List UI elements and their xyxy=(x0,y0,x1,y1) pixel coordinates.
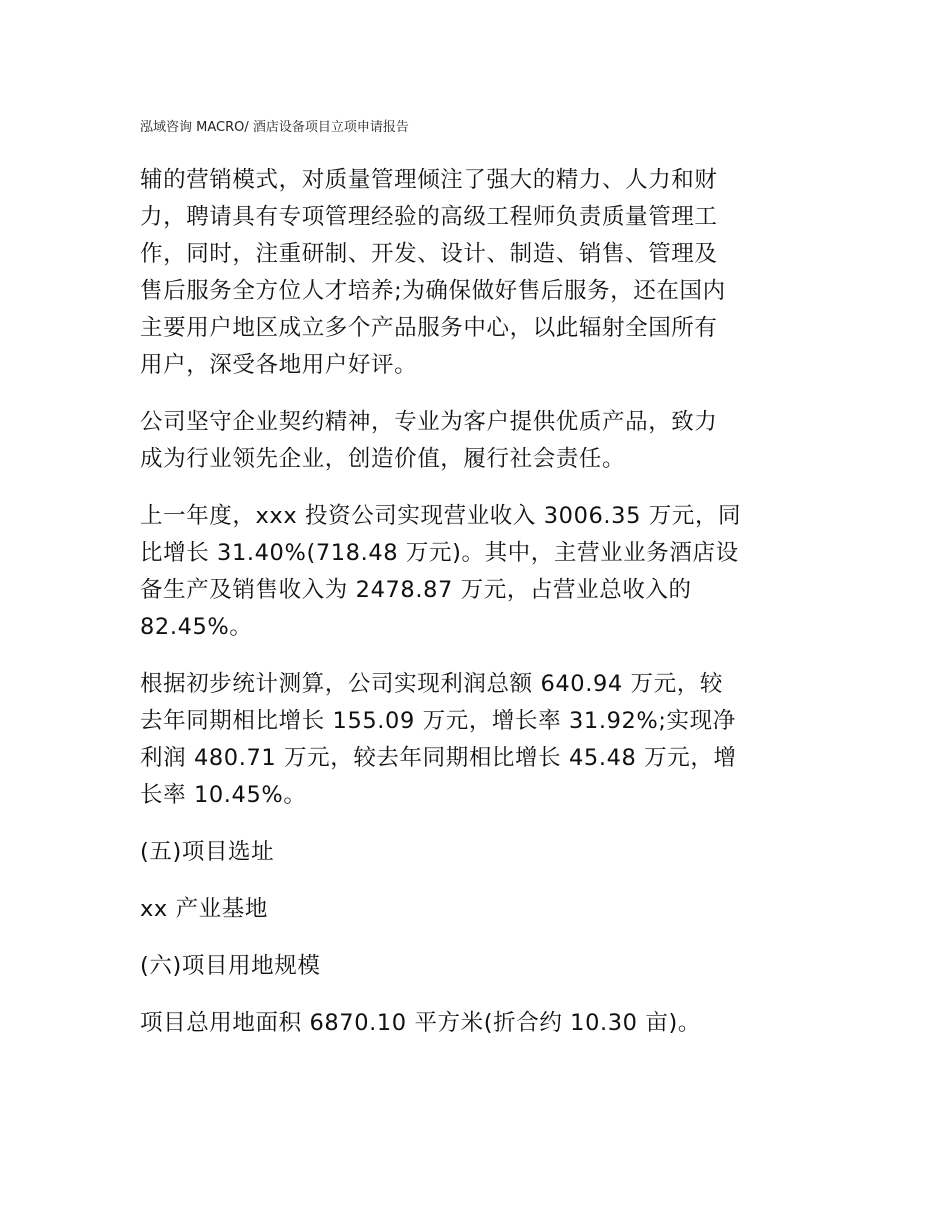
text-line: 辅的营销模式，对质量管理倾注了强大的精力、人力和财 xyxy=(140,167,718,193)
text-line: (五)项目选址 xyxy=(140,839,275,865)
text-line: 比增长 31.40%(718.48 万元)。其中，主营业业务酒店设 xyxy=(140,540,739,566)
paragraph-service-model xyxy=(140,162,808,384)
paragraph-land-area xyxy=(140,1005,808,1042)
document-body xyxy=(140,162,808,1062)
page-header: 泓域咨询 MACRO/ 酒店设备项目立项申请报告 xyxy=(140,120,409,135)
text-line: 公司坚守企业契约精神，专业为客户提供优质产品，致力 xyxy=(140,409,718,435)
text-line: 长率 10.45%。 xyxy=(140,782,307,808)
text-line: 项目总用地面积 6870.10 平方米(折合约 10.30 亩)。 xyxy=(140,1010,701,1036)
paragraph-site-location xyxy=(140,891,808,928)
paragraph-profit xyxy=(140,666,808,814)
text-line: 去年同期相比增长 155.09 万元，增长率 31.92%;实现净 xyxy=(140,708,736,734)
text-line: xx 产业基地 xyxy=(140,896,268,922)
text-line: 用户，深受各地用户好评。 xyxy=(140,352,418,378)
text-line: 82.45%。 xyxy=(140,614,253,640)
text-line: (六)项目用地规模 xyxy=(140,953,321,979)
paragraph-company-spirit xyxy=(140,404,808,478)
text-line: 上一年度，xxx 投资公司实现营业收入 3006.35 万元，同 xyxy=(140,503,742,529)
text-line: 备生产及销售收入为 2478.87 万元，占营业总收入的 xyxy=(140,577,692,603)
text-line: 售后服务全方位人才培养;为确保做好售后服务，还在国内 xyxy=(140,278,726,304)
text-line: 力，聘请具有专项管理经验的高级工程师负责质量管理工 xyxy=(140,204,718,230)
text-line: 根据初步统计测算，公司实现利润总额 640.94 万元，较 xyxy=(140,671,723,697)
section-heading-site xyxy=(140,834,808,871)
text-line: 成为行业领先企业，创造价值，履行社会责任。 xyxy=(140,446,626,472)
text-line: 利润 480.71 万元，较去年同期相比增长 45.48 万元，增 xyxy=(140,745,737,771)
text-line: 作，同时，注重研制、开发、设计、制造、销售、管理及 xyxy=(140,241,718,267)
paragraph-revenue xyxy=(140,498,808,646)
text-line: 主要用户地区成立多个产品服务中心，以此辐射全国所有 xyxy=(140,315,718,341)
section-heading-land-scale xyxy=(140,948,808,985)
